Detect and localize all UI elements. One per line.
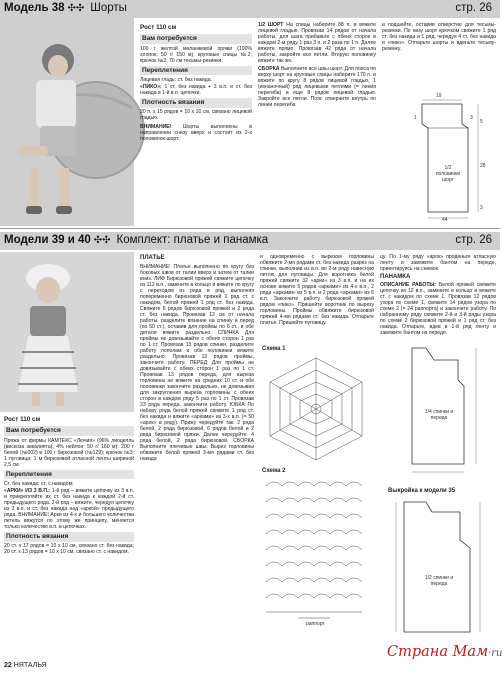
dim-step-5: 5 xyxy=(480,119,483,125)
attention-note xyxy=(140,124,252,142)
top-section-header xyxy=(0,0,500,18)
shorts-finishing-column xyxy=(382,22,496,94)
patterns-heading: Переплетения xyxy=(4,470,134,480)
watermark-dot: · xyxy=(488,648,492,659)
model-38-label: Модель 38 xyxy=(4,2,65,15)
picot-text: 1 ст. без накида + 3 в.п. и ст. без накида в 1-й в.п. цепочки. xyxy=(140,84,252,97)
scheme-1-diagram xyxy=(262,354,370,464)
density-heading: Плотность вязания xyxy=(4,532,134,542)
shorts-instructions-column xyxy=(258,22,376,226)
quarter-pattern-label: 1/4 спинки и переда xyxy=(424,409,454,421)
finishing-text: и подшейте, оставив отверстие для тесьмы-резинки. По низу шорт крючком свяжите 1 ряд ст. без накида и 1 ряд, чередуя 4 ст. без накида и «пико». Отпарьте шорты и вденьте тесьму-резинку. xyxy=(382,22,496,52)
magazine-name: НЯТАЛЬЯ xyxy=(13,662,47,669)
model-38-title: Шорты xyxy=(90,2,127,15)
scheme-2-drawing xyxy=(262,476,370,636)
dress-instructions: ВНИМАНИЕ! Платье выполнено по кругу без боковых швов от талии вверх и затем от талии вниз. ЛИФ Бирюзовой пряжей свяжите цепочку из 112 в.п., замкните в кольцо и вяжите по кругу с переходом из ряда в ряд, выполняя попеременно бирюзовой пряжей 1 ряд ст. с накидом, белой пряжей 1 ряд ст. без накида. Свяжите 6 рядов бирюзовой пряжей и 2 ряда ст. без накида. Провязав 12 см от начала работы, разделите вязание на спинку и перед (по 50 ст.), оставив для проймы по 6 ст., и обе детали вяжите раздельно. СПИНКА Для проймы не довязывайте с обеих сторон 1 раз по 1 ст. Провязав 13 рядов спинки, разделите работу пополам и обе половинки вяжите раздельно. Провязав 13 рядов проймы, закончите работу. ПЕРЕД Для проймы не довязывайте с обеих сторон 1 раз по 1 ст. Провязав 13 рядов переда, для выреза горловины не вяжите на средних 10 ст. и обе половинки закончите раздельно, не довязывая для закругления выреза горловины с обеих сторон в каждом ряду 5 раз по 1 ст. Провязав 23 ряда переда, закончите работу. ЮБКА По набору ряда белой пряжей свяжите 1 ряд ст. без накида и вяжите «арками» из 3-х в.п. (= 50 «арок» в ряду). Прижу чередуйте так: 2 ряда белой, 2 ряда бирюзовой, 6 рядов белой и 2 ряда бирюзовой пряжи. Далее чередуйте: 4 ряда белой, 2 ряда бирюзовой. СБОРКА Выполните плечевые швы. Вырез горловины обвяжите белой пряжей 3-мя рядами ст. без накида xyxy=(140,263,254,462)
watermark-domain: ru xyxy=(491,648,503,659)
shorts-diagram-drawing xyxy=(382,94,496,226)
scheme-2-diagram xyxy=(262,476,370,636)
dim-top-width: 19 xyxy=(436,93,442,99)
ornament-icon: ✣✣ xyxy=(67,3,85,15)
dim-step-3: 3 xyxy=(470,115,473,121)
dress-heading: ПЛАТЬЕ xyxy=(140,255,165,261)
pattern-model-35-label: Выкройка к модели 35 xyxy=(388,488,456,494)
patterns-heading: Переплетения xyxy=(140,66,252,76)
model-38-page-ref: стр. 26 xyxy=(455,2,492,15)
pattern-picot xyxy=(140,84,252,96)
hat-heading: ПАНАМКА xyxy=(380,273,411,280)
materials-heading: Вам потребуется xyxy=(140,34,252,44)
hat-column xyxy=(380,254,496,338)
assembly-text: Выполните все швы шорт. Для пояса по верху шорт на круговые спицы наберите 170 п. и вяжите по кругу 8 рядов лицевой гладью, 1 (изнаночный) ряд лицевыми петлями (= линия перегиба) и еще 8 рядов лицевой гладью. Закройте все петли. Пояс отверните внутрь по линии перегиба xyxy=(258,65,377,108)
dim-hem: 3 xyxy=(480,205,483,211)
scheme-2-label: Схема 2 xyxy=(262,468,286,474)
density-text: 20 п. x 15 рядов = 10 x 10 см, связано лицевой гладью. xyxy=(140,109,252,122)
dim-height: 28 xyxy=(480,163,486,169)
attention-term: ВНИМАНИЕ! xyxy=(140,124,172,131)
hat-term: ОПИСАНИЕ РАБОТЫ: xyxy=(380,282,437,289)
materials-heading: Вам потребуется xyxy=(4,426,134,436)
dress-ribbon-text: цу. По 1-му ряду «арок» проденьте атласную ленту и завяжите бантом на переде, ориентируясь на снимок. xyxy=(380,254,496,272)
model-35-pattern-drawing xyxy=(382,496,496,642)
assembly-term: СБОРКА xyxy=(258,65,280,72)
photo-shorts xyxy=(0,18,134,226)
bottom-section-header xyxy=(0,232,500,250)
model-39-40-title: Комплект: платье и панамка xyxy=(116,234,269,247)
dress-assembly-text: и одновременно с вырезом горловины обвяжите 2-мя рядами ст. без накида разрез на спинке, выполнив из в.п. во 2-м ряду навесную петлю для пуговицы. Для воротника белой пряжей свяжите 32 «арки» из 3 в.п. и на их основе вяжите 5 рядов «арками» из 4-х в.п., 2 ряда «арками» из 5 в.п. и 2 ряда «арками» из 6 в.п. Закончите работу бирюзовой пряжей рядом «пико». Пришейте воротник по вырезу горловины. Проймы обвяжите бирюзовой пряжей 4-мя рядами ст. без накида. Отпарьте платье. Пришейте пуговицу. xyxy=(260,254,374,326)
diagram-label: 1/2 половинки шорт xyxy=(435,165,461,183)
attention-text: Шорты выполнены в направлении снизу вверх и состоят из 2-х половинок-шорт. xyxy=(140,124,252,143)
arch-term: «АРКИ» ИЗ 3 В.П.: xyxy=(4,488,51,495)
pattern-arches xyxy=(4,488,134,530)
materials-text: Пряжа от фирмы КАМТЕКС «Лючия» (96% лиоцелль (вискоза эвкалипта), 4% нейлон; 50 г/ 160 м): 200 г белой (№002) и 100 г бирюзовой (№129); крючок №3; 1 пуговица; 1 м бирюзовой атласной ленты шириной 2,5 см. xyxy=(4,437,134,468)
section-divider xyxy=(0,228,500,229)
dim-step-1: 1 xyxy=(414,115,417,121)
dress-materials-column xyxy=(4,414,134,654)
shorts-materials-column xyxy=(140,22,252,226)
page-footer xyxy=(4,662,47,670)
model-35-pattern xyxy=(382,496,496,642)
photo-dress-image xyxy=(0,252,134,412)
watermark-text: Страна Мам xyxy=(387,644,489,660)
pattern-stockinette: Лицевая гладь: ст. без накида. xyxy=(140,76,212,83)
half-shorts-text: На спицы наберите 88 п. и вяжите лицевой гладью. Провязав 14 рядов от начала работы, для шага прибавьте с обеих сторон в каждом 2-м ряду 1 раз 3 п. и 2 раза по 1 п. Далее вяжите прямо. Провязав 42 ряда от начала работы, закройте все петли. Вторую половинку вяжите так же. xyxy=(258,22,377,64)
model-39-40-page-ref: стр. 26 xyxy=(455,234,492,247)
scheme-1-label: Схема 1 xyxy=(262,346,286,352)
dim-bottom-width: 44 xyxy=(442,217,448,223)
dress-quarter-pattern xyxy=(382,340,496,480)
arch-text: 1-й ряд – вяжите цепочку из 3 в.п. и прикрепляйте их ст. без накида к каждой 2-й ст. предыдущего ряда. 2-й ряд – вяжите, чередуя цепочку из 3 в.п. и ст. без накида над «аркой» предыдущего ряда. ВНИМАНИЕ! Арки из 4-х и большего количества петель вяжутся по этому же принципу, меняется только количество в.п. в цепочках. xyxy=(4,488,135,531)
half-shorts-instructions xyxy=(258,22,376,64)
density-heading: Плотность вязания xyxy=(140,98,252,108)
model-35-pattern-label: 1/2 спинки и переда xyxy=(424,575,454,587)
density-text: 20 ст. x 17 рядов = 10 x 10 см, связано ст. без накида; 20 ст. x 13 рядов = 10 x 10 см, связано ст. с накидом. xyxy=(4,543,134,556)
model-39-40-label: Модели 39 и 40 xyxy=(4,234,91,247)
page-number: 22 xyxy=(4,662,12,669)
assembly-instructions xyxy=(258,66,376,108)
shorts-diagram xyxy=(382,94,496,226)
half-shorts-term: 1/2 ШОРТ xyxy=(258,22,284,28)
materials-text: 100 г желтой меланжевой пряжи (100% хлопок; 50 г/ 150 м); круговые спицы №2; крючок №2; 70 см тесьмы-резинки. xyxy=(140,45,252,64)
ornament-icon: ✣✣ xyxy=(93,235,111,247)
photo-shorts-image xyxy=(0,18,134,226)
size-label: Рост 110 см xyxy=(4,416,41,423)
hat-text: Белой пряжей свяжите цепочку из 12 в.п., замкните в кольцо и вяжите ст. с накидом по схеме 1. Провязав 12 рядов узора по схеме 1, свяжите 14 рядов узора по схеме 2 (= 24 раппорта) и закончите работу. По набранному ряду свяжите 2-й и 3-й ряды узора по схеме 2 бирюзовой пряжей и 1 ряд ст. без накида. Отпарьте, вдев в 1-й ряд ленту и завяжите бантом на переде. xyxy=(380,282,496,337)
site-watermark xyxy=(387,644,503,661)
rapport-label: раппорт xyxy=(306,621,325,627)
picot-term: «ПИКО»: xyxy=(140,84,162,91)
size-label: Рост 110 см xyxy=(140,24,177,31)
dress-instructions-column xyxy=(140,254,254,654)
scheme-1-drawing xyxy=(262,354,370,464)
hat-instructions xyxy=(380,282,496,336)
dress-assembly-column xyxy=(260,254,374,344)
pattern-stitches: Ст. без накида; ст. с накидом; xyxy=(4,480,74,487)
photo-dress xyxy=(0,252,134,412)
